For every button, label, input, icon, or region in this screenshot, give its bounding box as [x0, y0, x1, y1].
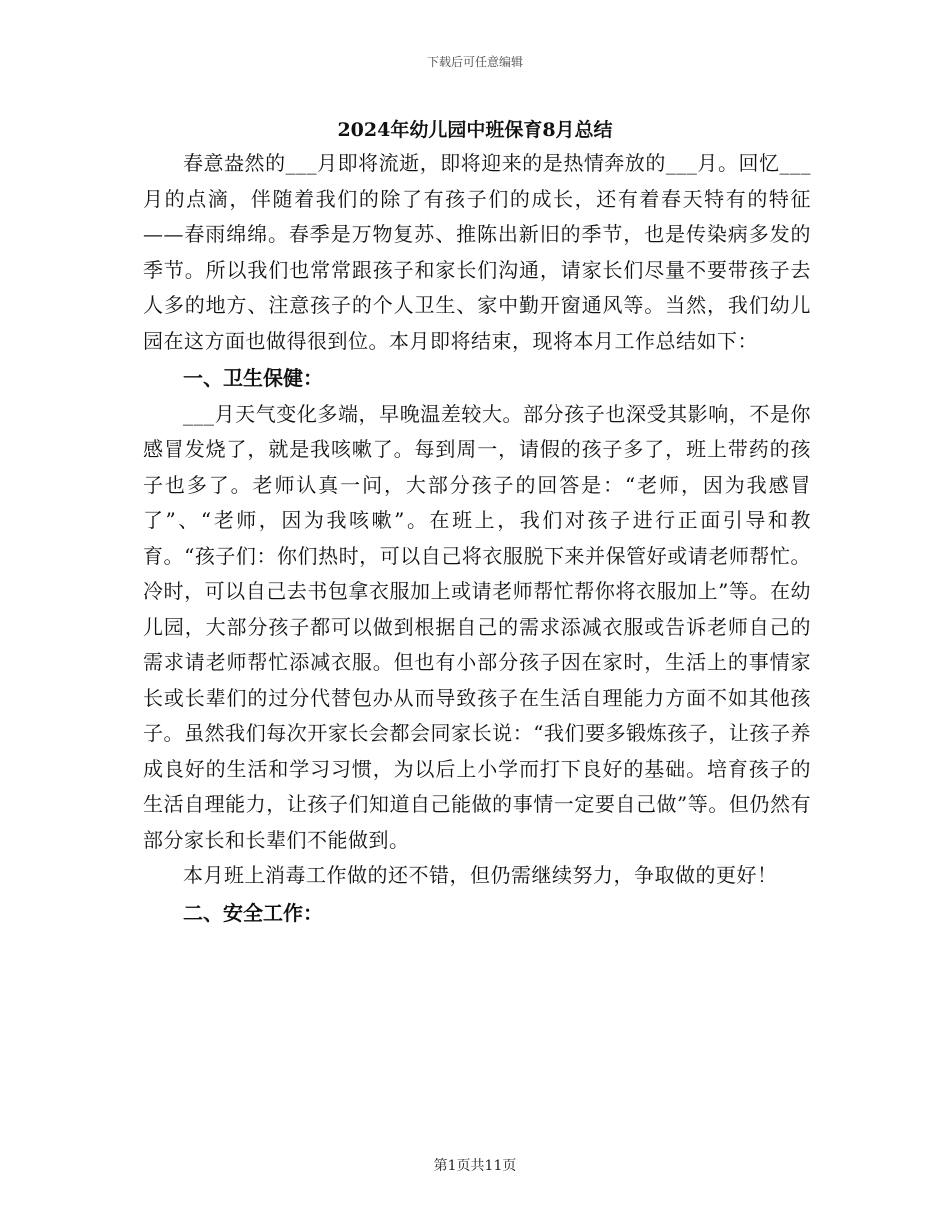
section-heading-safety: 二、安全工作： [183, 900, 323, 925]
document-title: 2024年幼儿园中班保育8月总结 [337, 119, 613, 141]
page-footer: 第1页共11页 [433, 1158, 517, 1174]
header-note: 下载后可任意编辑 [426, 55, 523, 69]
intro-paragraph: 春意盎然的___月即将流逝，即将迎来的是热情奔放的___月。回忆___月的点滴，伴随着我们的除了有孩子们的成长，还有着春天特有的特征——春雨绵绵。春季是万物复苏、推陈出新旧的季节，也是传染病多发的季节。所以我们也常常跟孩子和家长们沟通，请家长们尽量不要带孩子去人多的地方、注意孩子的个人卫生、家中勤开窗通风等。当然，我们幼儿园在这方面也做得很到位。本月即将结束，现将本月工作总结如下： [143, 151, 811, 353]
document-body [143, 146, 811, 931]
hygiene-paragraph-1: ___月天气变化多端，早晚温差较大。部分孩子也深受其影响，不是你感冒发烧了，就是我咳嗽了。每到周一，请假的孩子多了，班上带药的孩子也多了。老师认真一问，大部分孩子的回答是：“老师，因为我感冒了”、“老师，因为我咳嗽”。在班上，我们对孩子进行正面引导和教育。“孩子们：你们热时，可以自己将衣服脱下来并保管好或请老师帮忙。冷时，可以自己去书包拿衣服加上或请老师帮忙帮你将衣服加上”等。在幼儿园，大部分孩子都可以做到根据自己的需求添减衣服或告诉老师自己的需求请老师帮忙添减衣服。但也有小部分孩子因在家时，生活上的事情家长或长辈们的过分代替包办从而导致孩子在生活自理能力方面不如其他孩子。虽然我们每次开家长会都会同家长说：“我们要多锻炼孩子，让孩子养成良好的生活和学习习惯，为以后上小学而打下良好的基础。培育孩子的生活自理能力，让孩子们知道自己能做的事情一定要自己做”等。但仍然有部分家长和长辈们不能做到。 [143, 401, 811, 852]
section-heading-hygiene: 一、卫生保健： [183, 366, 323, 390]
hygiene-paragraph-2: 本月班上消毒工作做的还不错，但仍需继续努力，争取做的更好！ [183, 863, 778, 887]
